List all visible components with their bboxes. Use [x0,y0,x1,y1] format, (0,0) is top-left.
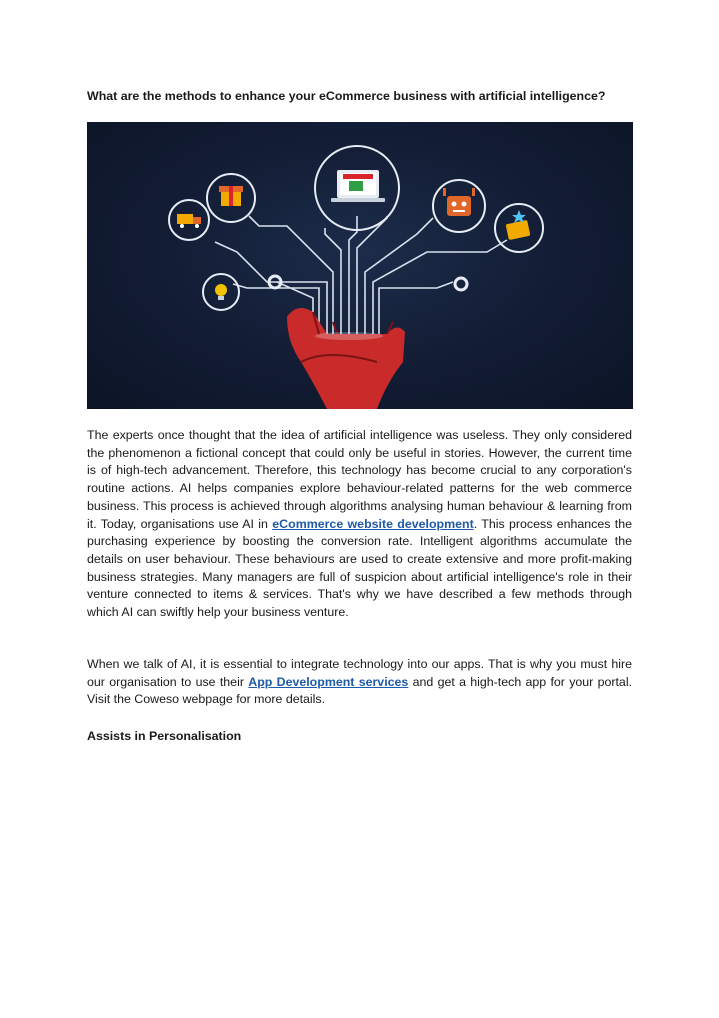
section-subheading: Assists in Personalisation [87,729,242,743]
robotic-hand-icon [287,308,405,409]
ecommerce-website-development-link[interactable]: eCommerce website development [272,516,474,531]
circuit-lines [215,216,507,334]
gift-icon [219,186,243,206]
robot-icon [443,188,475,216]
article-heading: What are the methods to enhance your eCommerce business with artificial intelligence? [87,89,606,103]
paragraph-text: . This process enhances the purchasing experience by boosting the conversion rate. Intelligent algorithms accumulate the details on user behaviour. These behaviours are used to create extensive and more profit-making business strategies. Many managers are full of suspicion about artificial intelligence's role in their venture connected to items & services. That's why we have described a few methods through which AI can swiftly help your business venture. [87,516,632,620]
lightbulb-icon [215,284,227,300]
delivery-truck-icon [177,214,201,228]
rating-card-icon [506,210,531,240]
paragraph-text: When we talk of AI, it is essential to integrate technology into our apps. That is why you must hire our organisation to use their [87,657,632,689]
paragraph-text: and get a high-tech app for your portal. Visit the Coweso webpage for more details. [87,674,633,707]
app-development-paragraph [87,656,632,709]
paragraph-text: The experts once thought that the idea of artificial intelligence was useless. They only considered the phenomenon a fictional concept that could only be useful in stories. However, the current time is of high-tech advancement. Therefore, this technology has become crucial to any corporation's routine actions. AI helps companies explore behaviour-related patterns for the web commerce business. This process is achieved through algorithms analysing human behaviour & learning from it. Today, organisations use AI in [87,428,632,531]
cart-laptop-icon [331,170,385,202]
app-development-services-link[interactable]: App Development services [248,674,409,689]
hero-illustration [87,122,633,409]
intro-paragraph [87,427,632,622]
